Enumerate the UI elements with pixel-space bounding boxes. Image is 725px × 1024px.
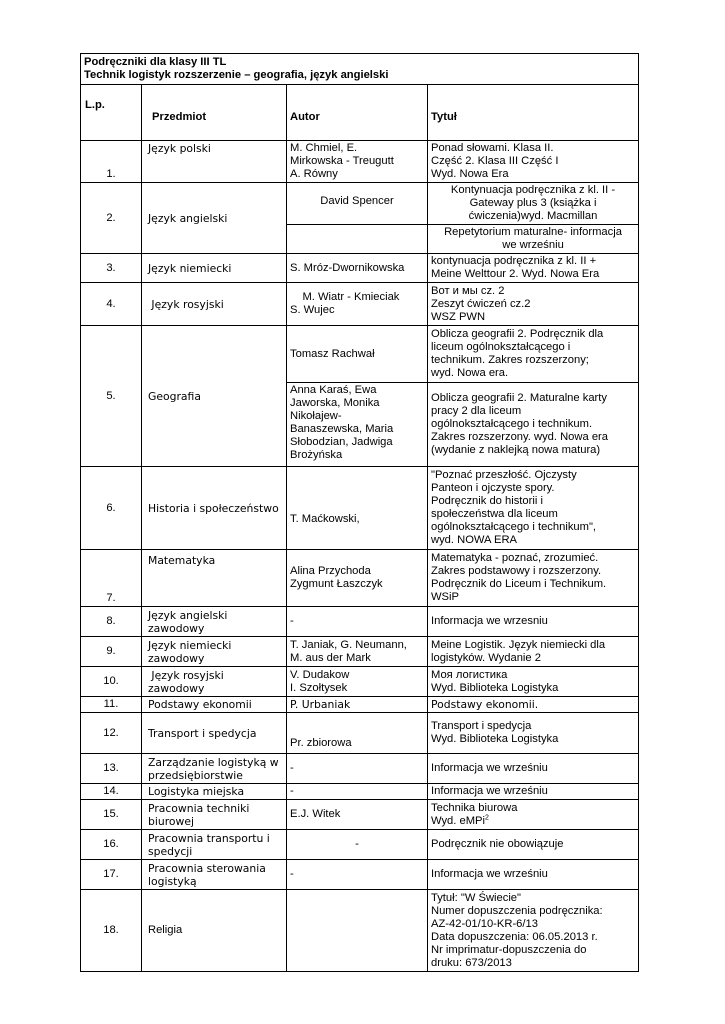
title-cell: kontynuacja podręcznika z kl. II + Meine Welttour 2. Wyd. Nowa Era xyxy=(428,254,639,283)
header-lp: L.p. xyxy=(81,85,142,141)
table-row xyxy=(81,467,639,550)
row-number: 18. xyxy=(81,890,142,972)
table-row xyxy=(81,713,639,754)
title-text: Technika biurowa Wyd. eMPi xyxy=(431,801,518,827)
title-cell: Transport i spedycja Wyd. Biblioteka Logistyka xyxy=(428,713,639,754)
title-line-2: Technik logistyk rozszerzenie – geografia, język angielski xyxy=(84,69,389,81)
table-row xyxy=(81,283,639,326)
title-cell: Informacja we wrześniu xyxy=(428,754,639,784)
row-number: 7. xyxy=(81,550,142,607)
title-cell: Matematyka - poznać, zrozumieć. Zakres podstawowy i rozszerzony. Podręcznik do Liceum i Technikum. WSiP xyxy=(428,550,639,607)
subject-cell: Matematyka xyxy=(142,550,287,607)
title-cell: Informacja we wrzesniu xyxy=(428,607,639,637)
author-cell: T. Maćkowski, xyxy=(287,467,428,550)
title-cell: Podręcznik nie obowiązuje xyxy=(428,830,639,860)
row-number: 10. xyxy=(81,667,142,697)
table-row xyxy=(81,550,639,607)
subject-cell: Religia xyxy=(142,890,287,972)
textbook-table xyxy=(80,53,639,972)
title-cell: Oblicza geografii 2. Podręcznik dla liceum ogólnokształcącego i technikum. Zakres rozszerzony; wyd. Nowa era. xyxy=(428,326,639,383)
author-cell: - xyxy=(287,830,428,860)
document-title xyxy=(81,54,639,85)
subject-cell: Język angielski xyxy=(142,183,287,254)
table-row xyxy=(81,183,639,225)
title-row xyxy=(81,54,639,85)
author-cell: Anna Karaś, Ewa Jaworska, Monika Nikołajew- Banaszewska, Maria Słobodzian, Jadwiga Brożyńska xyxy=(287,383,428,467)
title-cell xyxy=(428,800,639,830)
author-cell-empty xyxy=(287,225,428,254)
subject-cell: Język rosyjski xyxy=(142,283,287,326)
table-row xyxy=(81,667,639,697)
row-number: 3. xyxy=(81,254,142,283)
subject-cell: Pracownia transportu i spedycji xyxy=(142,830,287,860)
subject-cell: Język angielski zawodowy xyxy=(142,607,287,637)
table-row xyxy=(81,890,639,972)
author-cell: - xyxy=(287,607,428,637)
row-number: 16. xyxy=(81,830,142,860)
title-cell: Informacja we wrześniu xyxy=(428,784,639,800)
row-number: 4. xyxy=(81,283,142,326)
subject-cell: Język niemiecki zawodowy xyxy=(142,637,287,667)
row-number: 13. xyxy=(81,754,142,784)
title-cell: Вот и мы cz. 2 Zeszyt ćwiczeń cz.2 WSZ PWN xyxy=(428,283,639,326)
row-number: 6. xyxy=(81,467,142,550)
table-row xyxy=(81,830,639,860)
table-row xyxy=(81,860,639,890)
row-number: 17. xyxy=(81,860,142,890)
row-number: 11. xyxy=(81,697,142,713)
table-row xyxy=(81,784,639,800)
author-cell: M. Wiatr - Kmieciak S. Wujec xyxy=(287,283,428,326)
author-cell: Alina Przychoda Zygmunt Łaszczyk xyxy=(287,550,428,607)
subject-cell: Geografia xyxy=(142,326,287,467)
author-cell: - xyxy=(287,754,428,784)
subject-cell: Podstawy ekonomii xyxy=(142,697,287,713)
subject-cell: Zarządzanie logistyką w przedsiębiorstwie xyxy=(142,754,287,784)
subject-cell: Język rosyjski zawodowy xyxy=(142,667,287,697)
author-cell: Pr. zbiorowa xyxy=(287,713,428,754)
subject-cell: Język polski xyxy=(142,141,287,183)
author-cell: P. Urbaniak xyxy=(287,697,428,713)
row-number: 2. xyxy=(81,183,142,254)
author-cell: - xyxy=(287,860,428,890)
table-row xyxy=(81,326,639,383)
title-cell: Repetytorium maturalne- informacja we wrześniu xyxy=(428,225,639,254)
title-cell: Podstawy ekonomii. xyxy=(428,697,639,713)
author-cell: M. Chmiel, E. Mirkowska - Treugutt A. Równy xyxy=(287,141,428,183)
row-number: 8. xyxy=(81,607,142,637)
table-row xyxy=(81,637,639,667)
author-cell: - xyxy=(287,784,428,800)
title-cell: Tytuł: "W Świecie" Numer dopuszczenia podręcznika: AZ-42-01/10-KR-6/13 Data dopuszczenia: 06.05.2013 r. Nr imprimatur-dopuszczenia do druku: 673/2013 xyxy=(428,890,639,972)
table-row xyxy=(81,141,639,183)
row-number: 12. xyxy=(81,713,142,754)
title-cell: Моя логистика Wyd. Biblioteka Logistyka xyxy=(428,667,639,697)
table-row xyxy=(81,254,639,283)
title-cell: "Poznać przeszłość. Ojczysty Panteon i ojczyste spory. Podręcznik do historii i społeczeństwa dla liceum ogólnokształcącego i technikum", wyd. NOWA ERA xyxy=(428,467,639,550)
table-row xyxy=(81,754,639,784)
subject-cell: Pracownia sterowania logistyką xyxy=(142,860,287,890)
header-row xyxy=(81,85,639,141)
header-title: Tytuł xyxy=(428,85,639,141)
header-author: Autor xyxy=(287,85,428,141)
author-cell: V. Dudakow I. Szołtysek xyxy=(287,667,428,697)
title-cell: Informacja we wrześniu xyxy=(428,860,639,890)
subject-cell: Logistyka miejska xyxy=(142,784,287,800)
title-line-1: Podręczniki dla klasy III TL xyxy=(84,56,227,68)
author-cell: David Spencer xyxy=(287,183,428,225)
author-cell: T. Janiak, G. Neumann, M. aus der Mark xyxy=(287,637,428,667)
header-subject: Przedmiot xyxy=(142,85,287,141)
row-number: 15. xyxy=(81,800,142,830)
title-cell: Oblicza geografii 2. Maturalne karty pracy 2 dla liceum ogólnokształcącego i technikum. Zakres rozszerzony. wyd. Nowa era (wydanie z naklejką nowa matura) xyxy=(428,383,639,467)
subject-cell: Język niemiecki xyxy=(142,254,287,283)
author-cell xyxy=(287,890,428,972)
table-row xyxy=(81,800,639,830)
title-cell: Meine Logistik. Język niemiecki dla logistyków. Wydanie 2 xyxy=(428,637,639,667)
title-cell: Ponad słowami. Klasa II. Część 2. Klasa III Część I Wyd. Nowa Era xyxy=(428,141,639,183)
subject-cell: Pracownia techniki biurowej xyxy=(142,800,287,830)
author-cell: E.J. Witek xyxy=(287,800,428,830)
row-number: 1. xyxy=(81,141,142,183)
subject-cell: Historia i społeczeństwo xyxy=(142,467,287,550)
table-row xyxy=(81,607,639,637)
author-cell: S. Mróz-Dwornikowska xyxy=(287,254,428,283)
row-number: 9. xyxy=(81,637,142,667)
footnote-marker: 2 xyxy=(484,813,489,821)
row-number: 5. xyxy=(81,326,142,467)
subject-cell: Transport i spedycja xyxy=(142,713,287,754)
table-row xyxy=(81,697,639,713)
row-number: 14. xyxy=(81,784,142,800)
title-cell: Kontynuacja podręcznika z kl. II - Gateway plus 3 (książka i ćwiczenia)wyd. Macmillan xyxy=(428,183,639,225)
author-cell: Tomasz Rachwał xyxy=(287,326,428,383)
